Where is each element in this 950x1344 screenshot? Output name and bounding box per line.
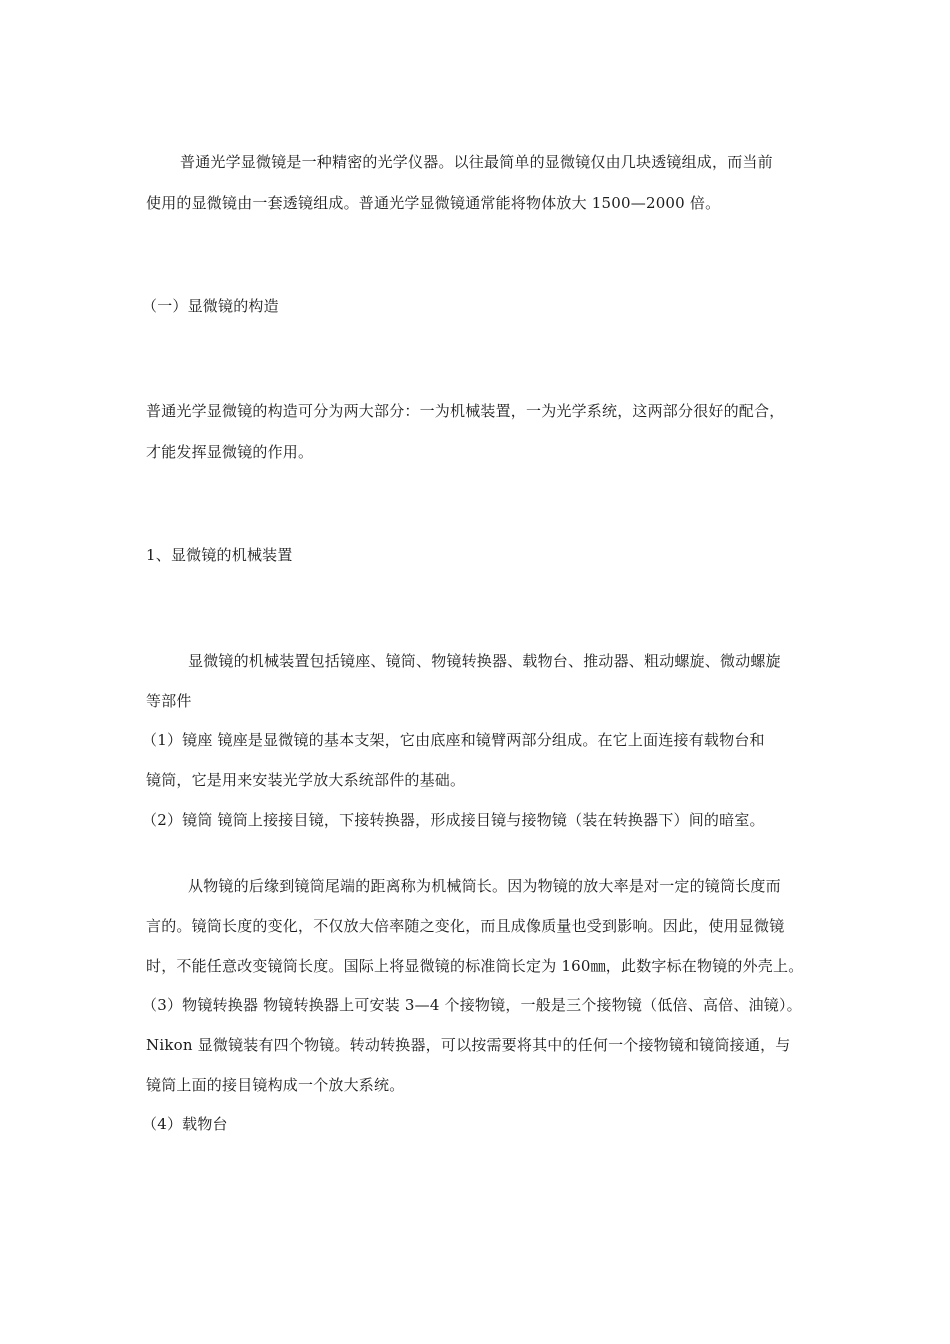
structure-paragraph-line-2: 才能发挥显微镜的作用。 xyxy=(146,443,314,461)
mechanical-paragraph-line-2: 等部件 xyxy=(146,692,192,710)
item-4-heading: （4）载物台 xyxy=(142,1115,228,1133)
structure-paragraph-line-1: 普通光学显微镜的构造可分为两大部分：一为机械装置，一为光学系统，这两部分很好的配合， xyxy=(146,402,785,420)
item-2-line-1: （2）镜筒 镜筒上接接目镜，下接转换器，形成接目镜与接物镜（装在转换器下）间的暗室。 xyxy=(142,811,765,829)
item-3-line-3: 镜筒上面的接目镜构成一个放大系统。 xyxy=(146,1076,405,1094)
tube-length-paragraph-line-1: 从物镜的后缘到镜筒尾端的距离称为机械筒长。因为物镜的放大率是对一定的镜筒长度而 xyxy=(188,877,781,895)
intro-paragraph-line-1: 普通光学显微镜是一种精密的光学仪器。以往最简单的显微镜仅由几块透镜组成，而当前 xyxy=(180,153,773,171)
section-heading-mechanical: 1、显微镜的机械装置 xyxy=(146,546,293,564)
item-3-line-1: （3）物镜转换器 物镜转换器上可安装 3—4 个接物镜，一般是三个接物镜（低倍、高倍、油镜）。 xyxy=(142,996,802,1014)
item-3-line-2: Nikon 显微镜装有四个物镜。转动转换器，可以按需要将其中的任何一个接物镜和镜筒接通，与 xyxy=(146,1036,791,1054)
section-heading-structure: （一）显微镜的构造 xyxy=(142,297,279,315)
item-1-line-1: （1）镜座 镜座是显微镜的基本支架，它由底座和镜臂两部分组成。在它上面连接有载物台和 xyxy=(142,731,765,749)
tube-length-paragraph-line-2: 言的。镜筒长度的变化，不仅放大倍率随之变化，而且成像质量也受到影响。因此，使用显微镜 xyxy=(146,917,785,935)
item-1-line-2: 镜筒，它是用来安装光学放大系统部件的基础。 xyxy=(146,771,466,789)
intro-paragraph-line-2: 使用的显微镜由一套透镜组成。普通光学显微镜通常能将物体放大 1500—2000 倍。 xyxy=(146,194,721,212)
mechanical-paragraph-line-1: 显微镜的机械装置包括镜座、镜筒、物镜转换器、载物台、推动器、粗动螺旋、微动螺旋 xyxy=(188,652,781,670)
tube-length-paragraph-line-3: 时，不能任意改变镜筒长度。国际上将显微镜的标准筒长定为 160㎜，此数字标在物镜的外壳上。 xyxy=(146,957,804,975)
